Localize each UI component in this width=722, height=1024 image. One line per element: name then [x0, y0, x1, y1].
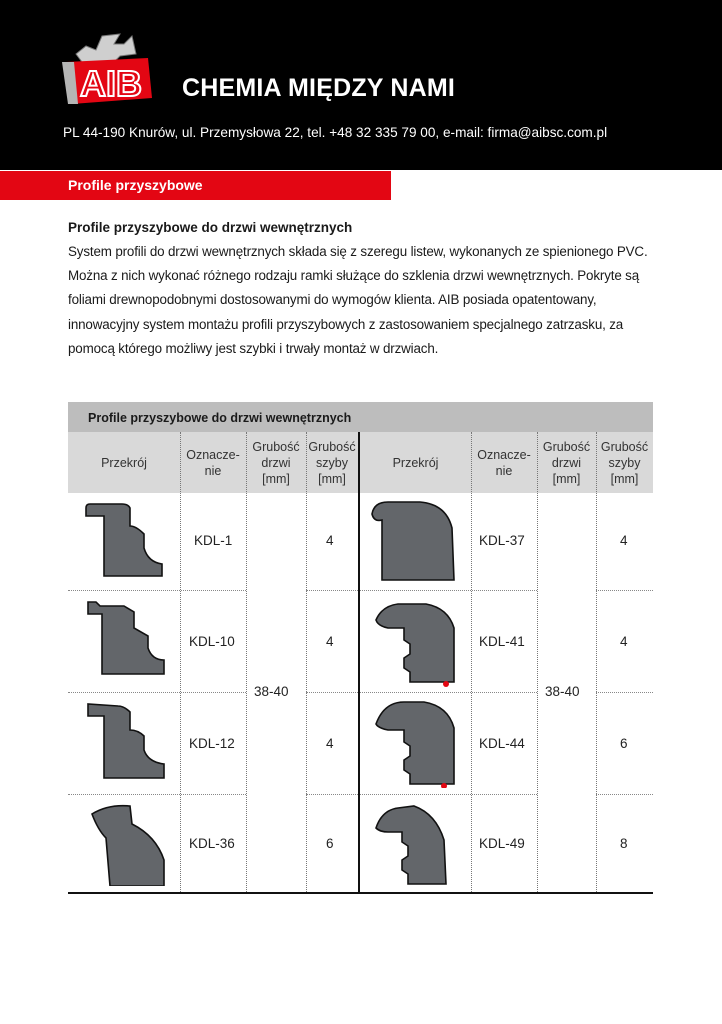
profile-section-kdl-10 [82, 598, 166, 684]
header-label: Przekrój [101, 455, 147, 470]
table-title-bar [68, 402, 653, 432]
header-glass-right [596, 432, 653, 493]
profile-code-kdl-41: KDL-41 [479, 634, 525, 649]
header-glass-left [306, 432, 358, 493]
header-label: nie [204, 463, 222, 478]
profile-section-kdl-37 [366, 498, 466, 584]
header-label: Oznacze- [186, 447, 240, 462]
glass-thickness: 6 [620, 736, 628, 751]
row-divider [360, 590, 537, 591]
profile-code-kdl-12: KDL-12 [189, 736, 235, 751]
header-label: Oznacze- [477, 447, 531, 462]
svg-text:AIB: AIB [80, 63, 142, 104]
column-divider [306, 432, 307, 894]
column-divider [180, 432, 181, 894]
glass-thickness: 4 [620, 533, 628, 548]
table-bottom-border [68, 892, 653, 894]
profile-section-kdl-1 [82, 498, 166, 584]
intro-body: System profili do drzwi wewnętrznych składa się z szeregu listew, wykonanych ze spienionego PVC. Można z nich wykonać różnego rodzaju ramki służące do szklenia drzwi wewnętrznych. Pokryte są foliami drewnopodobnymi dostosowanymi do wymogów klienta. AIB posiada opatentowany, innowacyjny system montażu profili przyszybowych z zastosowaniem specjalnego zatrzasku, za pomocą którego możliwy jest szybki i trwały montaż w drzwiach. [68, 244, 648, 356]
column-divider [596, 432, 597, 894]
header-label: Grubość [252, 439, 300, 454]
profiles-table [68, 402, 653, 894]
row-divider [596, 692, 653, 693]
column-divider [246, 432, 247, 894]
row-divider [68, 590, 246, 591]
door-thickness-right: 38-40 [545, 684, 580, 699]
header-label: szyby [608, 455, 641, 470]
profile-section-kdl-49 [374, 800, 464, 890]
aib-logo [62, 32, 154, 106]
glass-thickness: 4 [326, 736, 334, 751]
profile-section-kdl-41 [374, 598, 464, 688]
header-label: [mm] [610, 471, 639, 486]
header-label: Grubość [600, 439, 649, 454]
header-code-left [180, 432, 246, 493]
profile-code-kdl-10: KDL-10 [189, 634, 235, 649]
header-label: nie [495, 463, 513, 478]
row-divider [596, 590, 653, 591]
header-label: drzwi [551, 455, 582, 470]
row-divider [68, 794, 246, 795]
glass-thickness: 8 [620, 836, 628, 851]
row-divider [360, 794, 537, 795]
header-door-left [246, 432, 306, 493]
header-code-right [471, 432, 537, 493]
header-label: Grubość [308, 439, 356, 454]
profile-section-kdl-12 [82, 698, 166, 784]
header-label: Przekrój [392, 455, 439, 470]
profile-code-kdl-37: KDL-37 [479, 533, 525, 548]
column-divider [471, 432, 472, 894]
profile-section-kdl-36 [82, 800, 166, 886]
row-divider [68, 692, 246, 693]
seal-mark [443, 681, 449, 687]
header-section-left [68, 432, 180, 493]
profile-code-kdl-44: KDL-44 [479, 736, 525, 751]
header-label: Grubość [542, 439, 591, 454]
glass-thickness: 4 [326, 533, 334, 548]
table-center-divider [358, 432, 360, 894]
glass-thickness: 6 [326, 836, 334, 851]
glass-thickness: 4 [620, 634, 628, 649]
row-divider [360, 692, 537, 693]
contact-info: PL 44-190 Knurów, ul. Przemysłowa 22, tel. +48 32 335 79 00, e-mail: firma@aibsc.com.pl [63, 125, 608, 140]
header-label: [mm] [552, 471, 581, 486]
row-divider [306, 692, 358, 693]
header-door-right [537, 432, 596, 493]
table-header-row [68, 432, 653, 493]
section-title-bar [0, 171, 391, 200]
header-label: drzwi [261, 455, 291, 470]
header-label: [mm] [262, 471, 290, 486]
column-divider [537, 432, 538, 894]
header-label: [mm] [318, 471, 346, 486]
row-divider [306, 590, 358, 591]
row-divider [306, 794, 358, 795]
profile-code-kdl-49: KDL-49 [479, 836, 525, 851]
header-label: szyby [316, 455, 348, 470]
company-name: CHEMIA MIĘDZY NAMI [182, 74, 456, 102]
header-section-right [360, 432, 471, 493]
door-thickness-left: 38-40 [254, 684, 289, 699]
page-header [0, 0, 722, 170]
profile-code-kdl-36: KDL-36 [189, 836, 235, 851]
table-title: Profile przyszybowe do drzwi wewnętrznych [88, 411, 352, 425]
profile-code-kdl-1: KDL-1 [194, 533, 233, 548]
profile-section-kdl-44 [374, 698, 464, 788]
row-divider [596, 794, 653, 795]
section-title: Profile przyszybowe [68, 177, 203, 193]
glass-thickness: 4 [326, 634, 334, 649]
intro-title: Profile przyszybowe do drzwi wewnętrznych [68, 220, 353, 235]
